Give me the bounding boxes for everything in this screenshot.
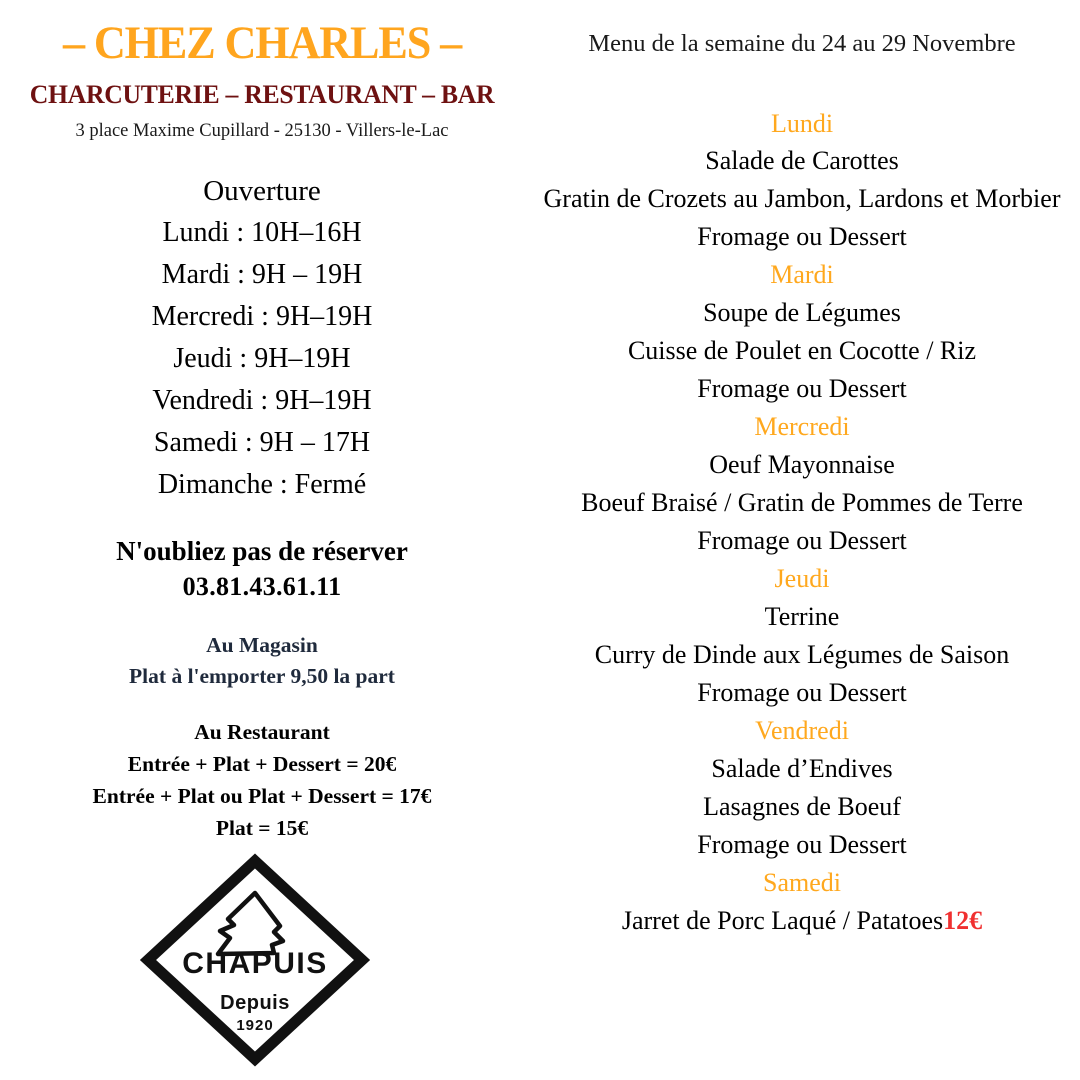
menu-dish: Soupe de Légumes xyxy=(703,298,901,328)
opening-hours-list xyxy=(0,212,524,506)
hours-row: Dimanche : Fermé xyxy=(157,469,367,501)
menu-dish: Fromage ou Dessert xyxy=(697,829,907,859)
menu-day-group xyxy=(524,560,1080,712)
menu-dish: Boeuf Braisé / Gratin de Pommes de Terre xyxy=(581,488,1023,518)
menu-dish: Oeuf Mayonnaise xyxy=(709,450,895,480)
menu-day-name: Jeudi xyxy=(774,563,830,593)
menu-day-group xyxy=(524,712,1080,864)
restaurant-address: 3 place Maxime Cupillard - 25130 - Villers-le-Lac xyxy=(75,120,449,141)
menu-week-title: Menu de la semaine du 24 au 29 Novembre xyxy=(588,30,1016,57)
menu-dish-price: 12€ xyxy=(943,905,983,935)
menu-day-name: Samedi xyxy=(763,867,841,897)
restaurant-title: – CHEZ CHARLES – xyxy=(62,17,462,69)
chapuis-logo xyxy=(140,853,370,1068)
menu-dish: Gratin de Crozets au Jambon, Lardons et Morbier xyxy=(543,184,1061,214)
menu-dish xyxy=(524,902,1080,940)
hours-row: Lundi : 10H–16H xyxy=(162,217,362,249)
menu-dish: Salade d’Endives xyxy=(711,753,893,783)
reservation-block xyxy=(0,506,524,604)
menu-dish: Fromage ou Dessert xyxy=(697,677,907,707)
menu-day-group xyxy=(524,105,1080,257)
opening-hours-block xyxy=(0,140,524,506)
hours-row: Vendredi : 9H–19H xyxy=(152,385,372,417)
menu-day-name: Mardi xyxy=(770,260,834,290)
restaurant-price-row: Entrée + Plat ou Plat + Dessert = 17€ xyxy=(92,783,432,808)
menu-day-group xyxy=(524,256,1080,408)
menu-dish: Salade de Carottes xyxy=(705,146,899,176)
shop-heading: Au Magasin xyxy=(206,633,318,658)
reservation-phone[interactable]: 03.81.43.61.11 xyxy=(182,571,342,601)
restaurant-price-row: Entrée + Plat + Dessert = 20€ xyxy=(127,752,397,777)
menu-dish: Cuisse de Poulet en Cocotte / Riz xyxy=(627,336,977,366)
menu-day-name: Mercredi xyxy=(754,412,850,442)
restaurant-pricing-block xyxy=(0,691,524,844)
left-column xyxy=(0,0,524,1080)
hours-row: Mercredi : 9H–19H xyxy=(151,301,373,333)
menu-day-group xyxy=(524,864,1080,940)
menu-dish: Fromage ou Dessert xyxy=(697,222,907,252)
right-column xyxy=(524,0,1080,1080)
menu-dish-text: Jarret de Porc Laqué / Patatoes xyxy=(621,905,944,935)
logo-since-label: Depuis xyxy=(220,992,290,1014)
menu-dish: Fromage ou Dessert xyxy=(697,525,907,555)
menu-dish: Lasagnes de Boeuf xyxy=(703,791,901,821)
menu-dish: Terrine xyxy=(764,601,840,631)
menu-day-name: Vendredi xyxy=(755,715,849,745)
hours-row: Samedi : 9H – 17H xyxy=(153,427,371,459)
menu-dish: Curry de Dinde aux Légumes de Saison xyxy=(594,639,1010,669)
hours-row: Mardi : 9H – 19H xyxy=(161,259,363,291)
reservation-heading: N'oubliez pas de réserver xyxy=(116,536,408,567)
opening-hours-heading: Ouverture xyxy=(203,175,321,207)
restaurant-price-row: Plat = 15€ xyxy=(215,815,309,840)
restaurant-subtitle: CHARCUTERIE – RESTAURANT – BAR xyxy=(29,79,495,109)
restaurant-pricing-heading: Au Restaurant xyxy=(194,720,330,745)
hours-row: Jeudi : 9H–19H xyxy=(173,343,351,375)
logo-name: CHAPUIS xyxy=(182,947,328,980)
shop-pricing-block xyxy=(0,604,524,691)
logo-since-year: 1920 xyxy=(236,1017,274,1034)
shop-takeaway-price: Plat à l'emporter 9,50 la part xyxy=(129,663,395,688)
menu-day-group xyxy=(524,408,1080,560)
menu-day-name: Lundi xyxy=(770,108,834,138)
weekly-menu-list xyxy=(524,57,1080,940)
logo-mountain-icon xyxy=(218,893,283,954)
menu-dish: Fromage ou Dessert xyxy=(697,374,907,404)
